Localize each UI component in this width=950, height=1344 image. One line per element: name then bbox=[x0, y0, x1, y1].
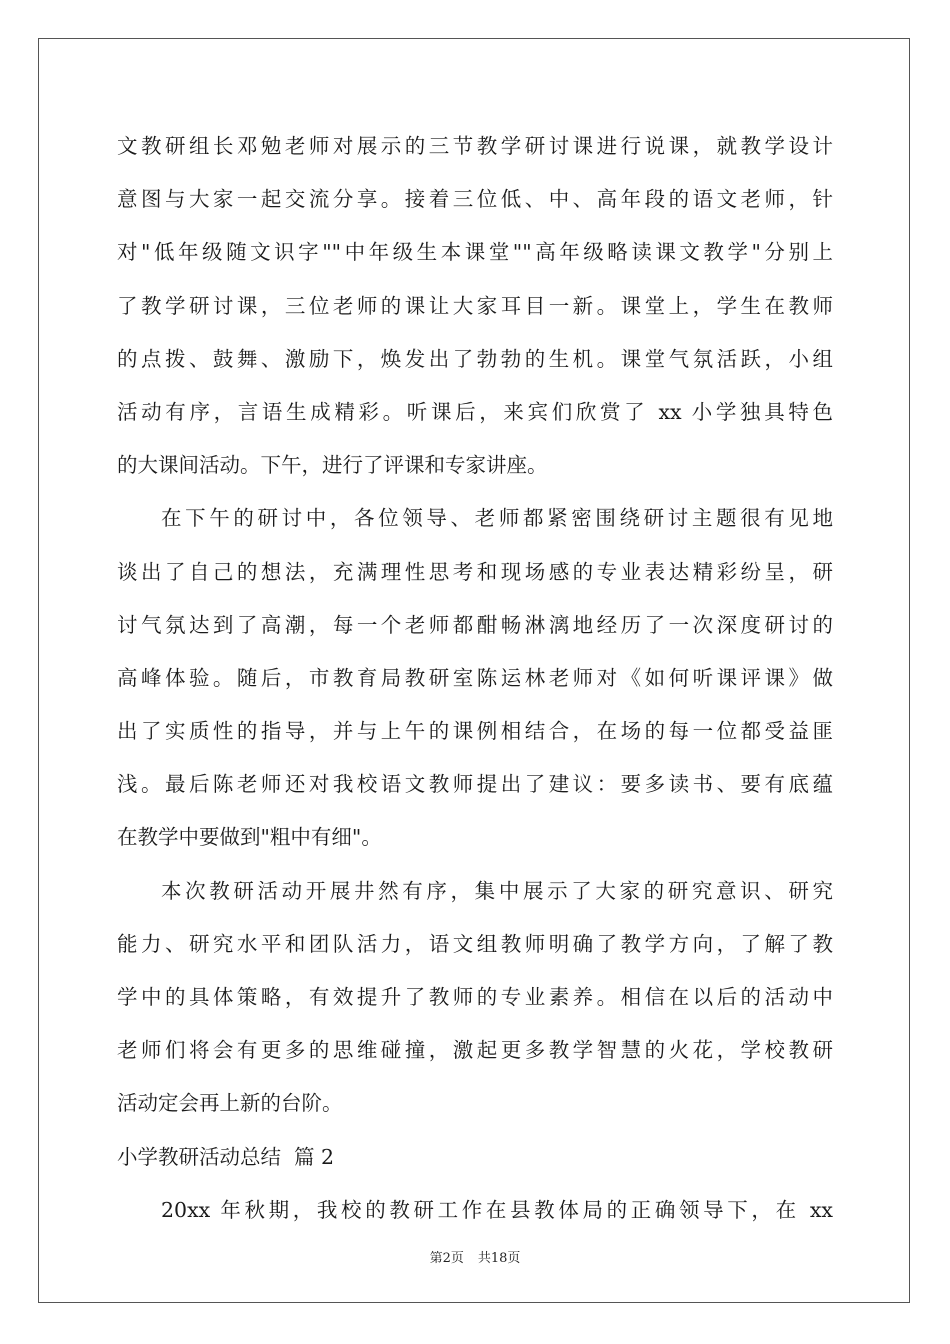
text-line: 老师们将会有更多的思维碰撞，激起更多教学智慧的火花，学校教研 bbox=[117, 1038, 833, 1063]
text-line: 学中的具体策略，有效提升了教师的专业素养。相信在以后的活动中 bbox=[117, 985, 833, 1009]
text-line: 的大课间活动。下午，进行了评课和专家讲座。 bbox=[117, 453, 548, 478]
text-line: 的点拨、鼓舞、激励下，焕发出了勃勃的生机。课堂气氛活跃，小组 bbox=[117, 346, 833, 371]
text-line: 在教学中要做到"粗中有细"。 bbox=[117, 825, 382, 850]
paragraph-start-line: 本次教研活动开展井然有序，集中展示了大家的研究意识、研究 bbox=[161, 878, 833, 903]
section-heading: 小学教研活动总结 篇 2 bbox=[117, 1144, 335, 1169]
paragraph-start-line: 在下午的研讨中，各位领导、老师都紧密围绕研讨主题很有见地 bbox=[161, 506, 833, 531]
text-line: 浅。最后陈老师还对我校语文教师提出了建议：要多读书、要有底蕴 bbox=[117, 772, 833, 797]
paragraph-start-line: 20xx 年秋期，我校的教研工作在县教体局的正确领导下，在 xx bbox=[161, 1197, 833, 1222]
text-line: 意图与大家一起交流分享。接着三位低、中、高年段的语文老师，针 bbox=[117, 187, 833, 212]
text-line: 活动有序，言语生成精彩。听课后，来宾们欣赏了 xx 小学独具特色 bbox=[117, 399, 833, 424]
text-line: 谈出了自己的想法，充满理性思考和现场感的专业表达精彩纷呈，研 bbox=[117, 559, 833, 584]
page-total: 共18页 bbox=[477, 1251, 521, 1266]
text-line: 讨气氛达到了高潮，每一个老师都酣畅淋漓地经历了一次深度研讨的 bbox=[117, 612, 833, 637]
page-number: 第2页 bbox=[429, 1251, 464, 1266]
document-body bbox=[117, 126, 833, 1243]
text-line: 出了实质性的指导，并与上午的课例相结合，在场的每一位都受益匪 bbox=[117, 719, 833, 744]
page-footer bbox=[0, 1247, 950, 1266]
text-line: 了教学研讨课，三位老师的课让大家耳目一新。课堂上，学生在教师 bbox=[117, 293, 833, 318]
text-line: 对"低年级随文识字""中年级生本课堂""高年级略读课文教学"分别上 bbox=[117, 240, 833, 265]
text-line: 能力、研究水平和团队活力，语文组教师明确了教学方向，了解了教 bbox=[117, 931, 833, 956]
text-line: 高峰体验。随后，市教育局教研室陈运林老师对《如何听课评课》做 bbox=[117, 665, 833, 690]
text-line: 文教研组长邓勉老师对展示的三节教学研讨课进行说课，就教学设计 bbox=[117, 134, 833, 158]
text-line: 活动定会再上新的台阶。 bbox=[117, 1091, 343, 1116]
